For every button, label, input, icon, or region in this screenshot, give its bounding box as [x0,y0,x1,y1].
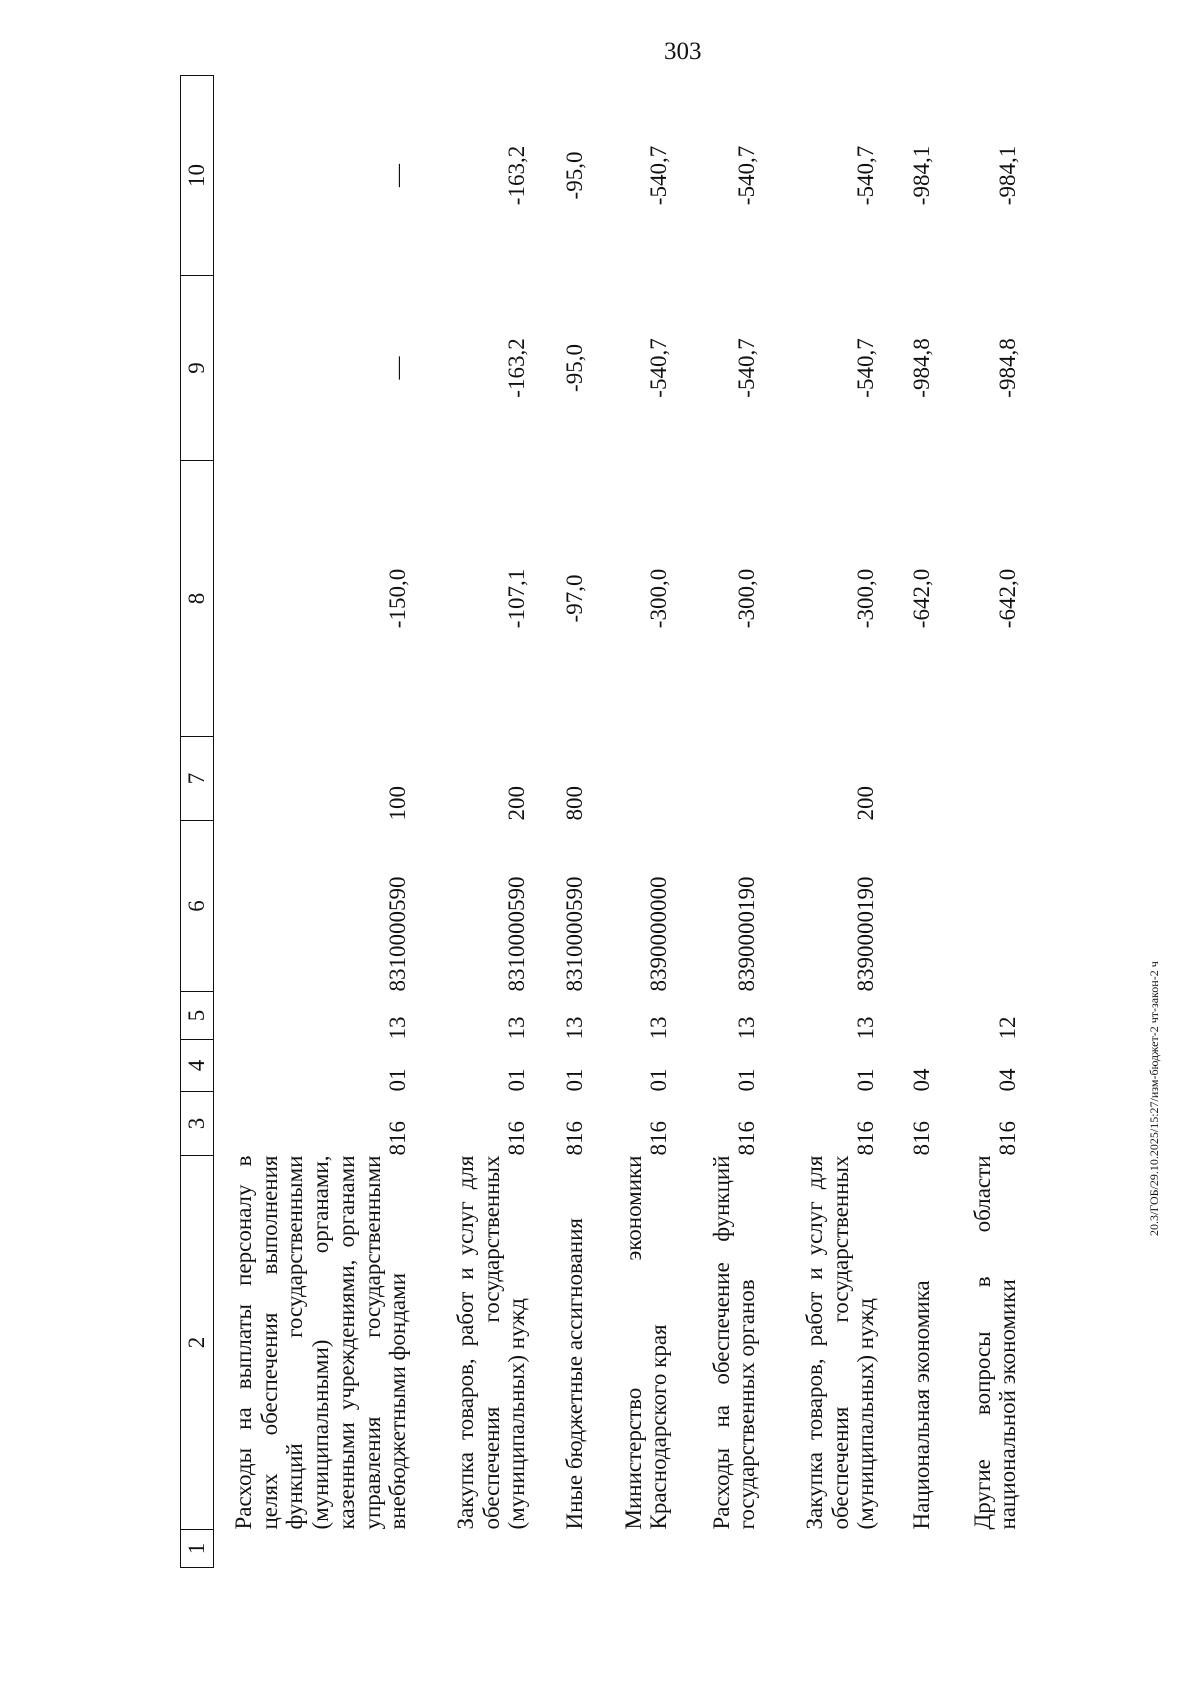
code-csr [879,821,935,992]
amount-col8: -107,1 [504,568,530,629]
code-vr [588,737,672,821]
row-description: Национальная экономика [909,1280,935,1530]
amount-col8: -97,0 [562,574,588,623]
footer-text: 20.3/ГОБ/29.10.2025/15:27/изм-бюджет-2 чт-закон-2 ч [1147,961,1161,1236]
code-vr: 200 [504,786,530,821]
col-header-5: 5 [181,992,214,1040]
row-description: Закупка товаров, работ и услуг для обеспечения государственных (муниципальных) нужд [801,1155,879,1530]
table-row [530,76,588,1568]
amount-col10: -984,1 [995,145,1021,206]
code-pr: 13 [562,1016,588,1040]
table-row [411,76,530,1568]
amount-col8: -300,0 [734,568,760,629]
code-ved: 816 [734,1121,760,1156]
header-row [181,76,214,1568]
code-ved: 816 [646,1121,672,1156]
code-pr: 13 [385,1016,411,1040]
amount-col10: — [385,164,411,187]
row-description: Министерство экономики Краснодарского края [620,1155,672,1530]
table-row [672,76,760,1568]
row-description: Расходы на обеспечение функций государственных органов [708,1155,760,1530]
row-num-cell [935,1530,1021,1568]
amount-col9: — [385,356,411,380]
code-rz: 01 [853,1068,879,1092]
amount-col9: -984,8 [909,338,935,398]
row-description: Иные бюджетные ассигнования [562,1218,588,1530]
amount-col10: -163,2 [504,145,530,206]
code-pr: 12 [995,1016,1021,1040]
amount-col10: -540,7 [853,145,879,206]
code-ved: 816 [909,1121,935,1156]
amount-col9: -540,7 [734,338,760,398]
amount-col9: -95,0 [562,344,588,392]
amount-col8: -642,0 [995,568,1021,629]
code-csr: 8390000190 [853,876,879,992]
code-rz: 04 [995,1068,1021,1092]
code-vr: 100 [385,786,411,821]
table-row [879,76,935,1568]
col-header-7: 7 [181,737,214,821]
col-header-3: 3 [181,1092,214,1156]
col-header-9: 9 [181,276,214,461]
code-ved: 816 [504,1121,530,1156]
code-csr: 8390000000 [646,876,672,992]
amount-col10: -540,7 [734,145,760,206]
amount-col9: -984,8 [995,338,1021,398]
row-num-cell [214,1530,412,1568]
code-vr [935,737,1021,821]
col-header-2: 2 [181,1156,214,1530]
code-rz: 01 [734,1068,760,1092]
amount-col8: -300,0 [853,568,879,629]
code-csr: 8310000590 [504,876,530,992]
amount-col8: -642,0 [909,568,935,629]
amount-col9: -540,7 [853,338,879,398]
code-rz: 01 [385,1068,411,1092]
code-ved: 816 [853,1121,879,1156]
code-vr [879,737,935,821]
code-rz: 01 [562,1068,588,1092]
amount-col10: -95,0 [562,151,588,200]
code-pr: 13 [646,1016,672,1040]
amount-col10: -540,7 [646,145,672,206]
code-vr [672,737,760,821]
row-description: Другие вопросы в области национальной экономики [969,1155,1021,1530]
code-csr: 8390000190 [734,876,760,992]
code-csr: 8310000590 [562,876,588,992]
code-rz: 01 [504,1068,530,1092]
table-row [760,76,879,1568]
col-header-10: 10 [181,76,214,276]
code-csr [935,821,1021,992]
code-pr: 13 [734,1016,760,1040]
code-csr: 8310000590 [385,876,411,992]
table-row [588,76,672,1568]
code-pr: 13 [853,1016,879,1040]
code-ved: 816 [385,1121,411,1156]
row-num-cell [672,1530,760,1568]
code-rz: 01 [646,1068,672,1092]
col-header-8: 8 [181,461,214,737]
row-num-cell [530,1530,588,1568]
row-num-cell [879,1530,935,1568]
col-header-4: 4 [181,1040,214,1092]
amount-col8: -300,0 [646,568,672,629]
code-rz: 04 [909,1068,935,1092]
amount-col9: -540,7 [646,338,672,398]
row-num-cell [760,1530,879,1568]
row-description: Закупка товаров, работ и услуг для обеспечения государственных (муниципальных) нужд [452,1155,530,1530]
amount-col10: -984,1 [909,145,935,206]
amount-col9: -163,2 [504,338,530,398]
row-num-cell [588,1530,672,1568]
code-vr: 800 [562,786,588,821]
code-ved: 816 [562,1121,588,1156]
col-header-1: 1 [181,1530,214,1568]
code-pr: 13 [504,1016,530,1040]
page-number: 303 [664,38,702,65]
code-ved: 816 [995,1121,1021,1156]
amount-col8: -150,0 [385,568,411,629]
col-header-6: 6 [181,821,214,992]
table-row [214,76,412,1568]
budget-table [180,75,1021,1568]
code-pr [879,992,935,1040]
row-description: Расходы на выплаты персоналу в целях обеспечения выполнения функций государственными (муниципальными) органами, казенными учреждениями, органами управления государственными внебюджетными фондами [230,1155,411,1530]
code-vr: 200 [853,786,879,821]
row-num-cell [411,1530,530,1568]
table-row [935,76,1021,1568]
